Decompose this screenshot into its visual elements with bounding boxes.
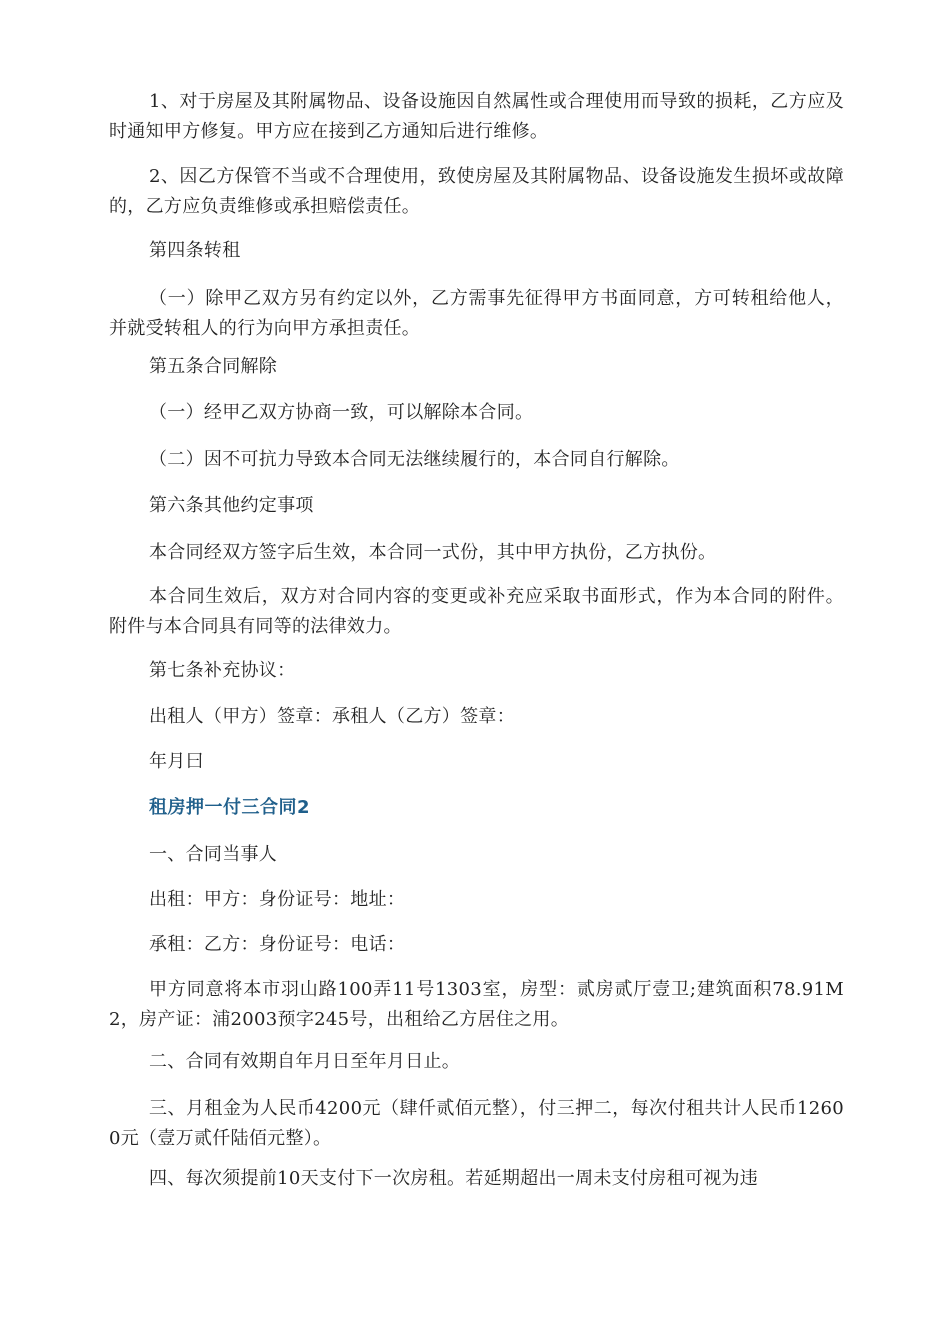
paragraph-clause-2: 2、因乙方保管不当或不合理使用，致使房屋及其附属物品、设备设施发生损坏或故障的，乙方应负责维修或承担赔偿责任。 [109,166,844,217]
paragraph-property-details: 甲方同意将本市羽山路100弄11号1303室，房型：贰房贰厅壹卫;建筑面积78.91M2，房产证：浦2003预字245号，出租给乙方居住之用。 [109,979,844,1030]
paragraph-validity-period: 二、合同有效期自年月日至年月日止。 [149,1051,461,1072]
paragraph-payment-deadline: 四、每次须提前10天支付下一次房租。若延期超出一周未支付房租可视为违 [149,1168,759,1189]
heading-article-4: 第四条转租 [149,240,241,261]
heading-article-5: 第五条合同解除 [149,356,278,377]
paragraph-article-4-item-1: （一）除甲乙双方另有约定以外，乙方需事先征得甲方书面同意，方可转租给他人，并就受转租人的行为向甲方承担责任。 [109,288,844,339]
section-title: 租房押一付三合同2 [149,797,311,818]
paragraph-article-5-item-2: （二）因不可抗力导致本合同无法继续履行的，本合同自行解除。 [149,449,680,470]
paragraph-clause-1: 1、对于房屋及其附属物品、设备设施因自然属性或合理使用而导致的损耗，乙方应及时通知甲方修复。甲方应在接到乙方通知后进行维修。 [109,91,844,142]
paragraph-lessee-line: 承租：乙方：身份证号：电话： [149,934,406,955]
paragraph-article-6-text-1: 本合同经双方签字后生效，本合同一式份，其中甲方执份，乙方执份。 [149,542,717,563]
paragraph-rent-amount: 三、月租金为人民币4200元（肆仟贰佰元整），付三押二，每次付租共计人民币12600元（壹万贰仟陆佰元整）。 [109,1098,844,1149]
heading-article-7: 第七条补充协议： [149,660,296,681]
paragraph-parties-heading: 一、合同当事人 [149,844,278,865]
heading-article-6: 第六条其他约定事项 [149,495,314,516]
paragraph-article-5-item-1: （一）经甲乙双方协商一致，可以解除本合同。 [149,402,534,423]
paragraph-signatures: 出租人（甲方）签章：承租人（乙方）签章： [149,706,515,727]
paragraph-date: 年月曰 [149,751,204,772]
paragraph-article-6-text-2: 本合同生效后，双方对合同内容的变更或补充应采取书面形式，作为本合同的附件。附件与本合同具有同等的法律效力。 [109,586,844,637]
paragraph-lessor-line: 出租：甲方：身份证号：地址： [149,889,406,910]
